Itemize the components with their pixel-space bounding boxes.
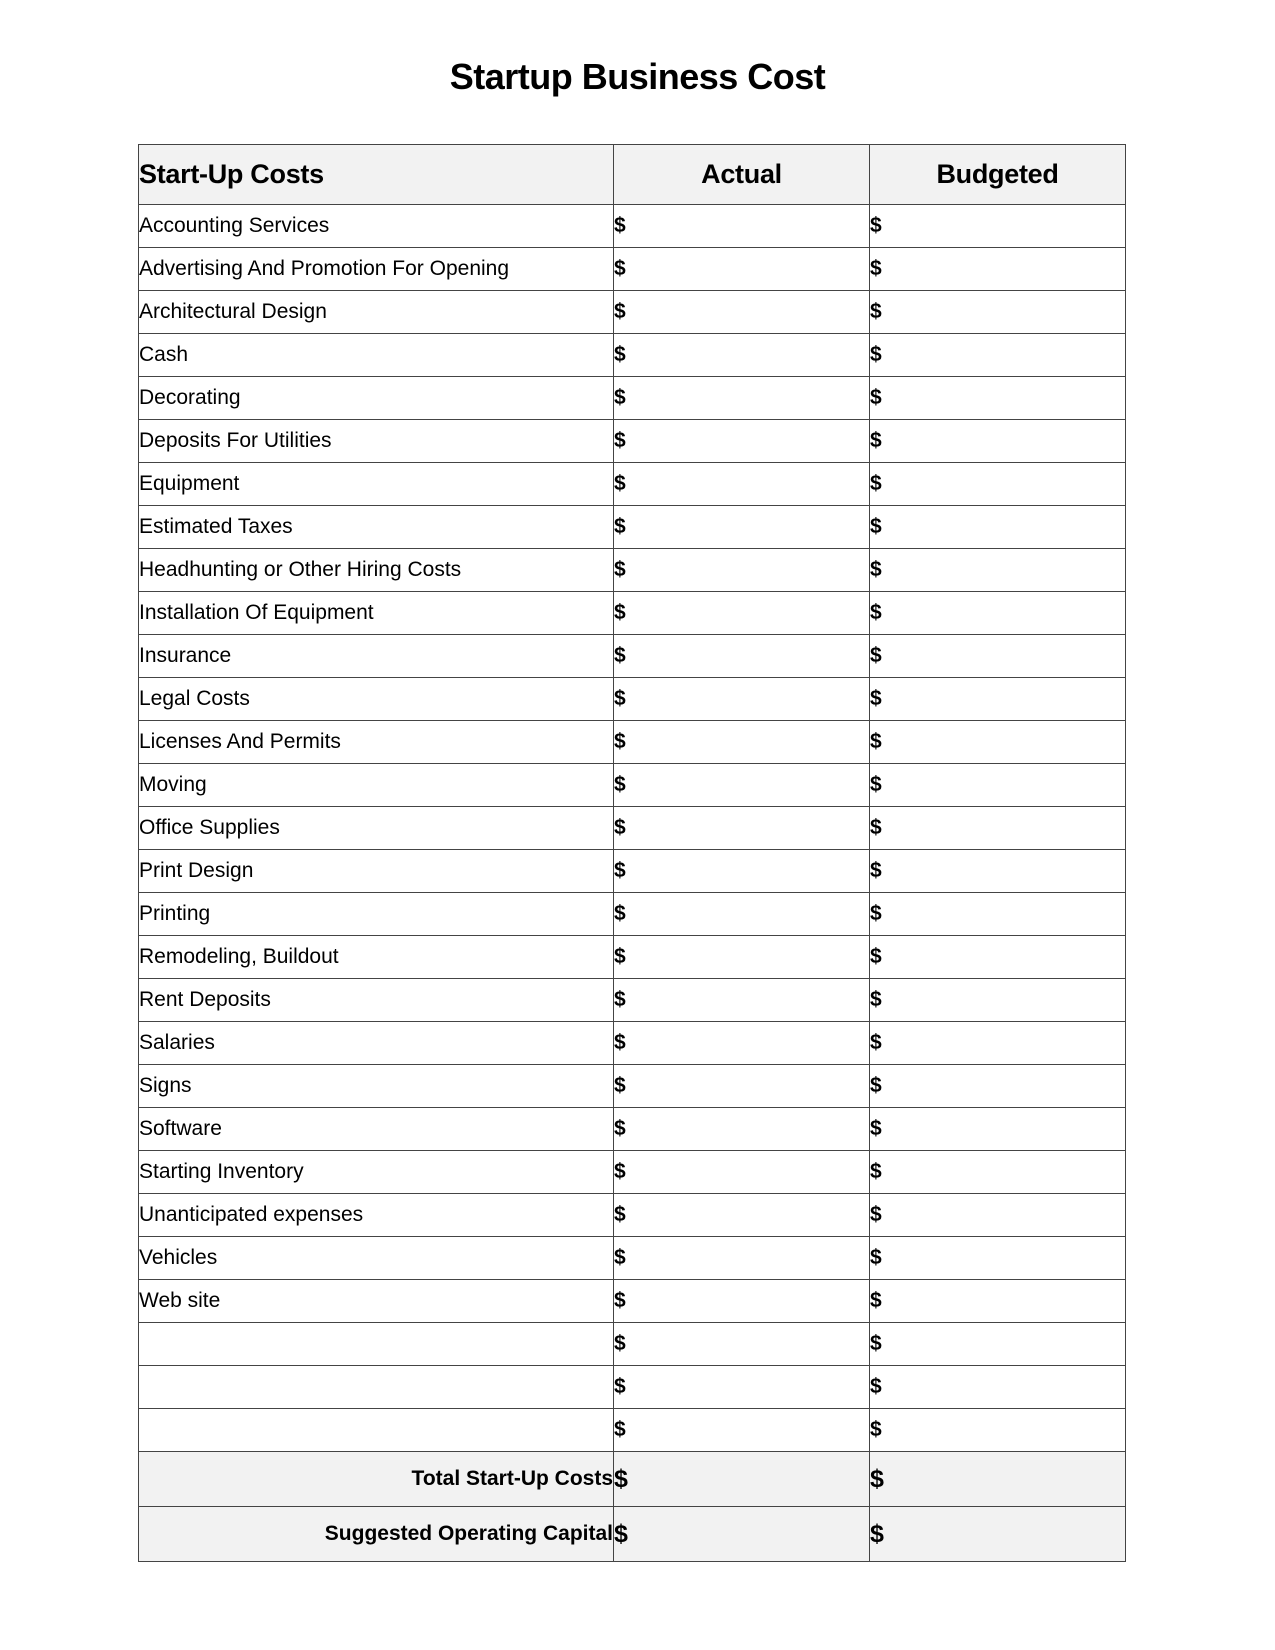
cost-item-label: Deposits For Utilities [139,420,614,463]
table-row [139,377,1126,420]
actual-amount-field[interactable]: $ [614,1194,870,1237]
column-header-start-up-costs: Start-Up Costs [139,145,614,205]
actual-amount-field[interactable]: $ [614,1409,870,1452]
actual-amount-field[interactable]: $ [614,549,870,592]
cost-item-label: Remodeling, Buildout [139,936,614,979]
cost-item-label: Rent Deposits [139,979,614,1022]
budgeted-amount-field[interactable]: $ [870,291,1126,334]
cost-item-label: Office Supplies [139,807,614,850]
budgeted-amount-field[interactable]: $ [870,1194,1126,1237]
cost-item-label: Licenses And Permits [139,721,614,764]
table-row-blank [139,1323,1126,1366]
table-row [139,1022,1126,1065]
cost-item-label: Web site [139,1280,614,1323]
table-row [139,248,1126,291]
actual-amount-field[interactable]: $ [614,420,870,463]
actual-amount-field[interactable]: $ [614,1366,870,1409]
table-row [139,506,1126,549]
cost-item-label: Vehicles [139,1237,614,1280]
table-row [139,1151,1126,1194]
total-budgeted-field[interactable]: $ [870,1452,1126,1507]
budgeted-amount-field[interactable]: $ [870,463,1126,506]
table-row [139,291,1126,334]
budgeted-amount-field[interactable]: $ [870,1409,1126,1452]
budgeted-amount-field[interactable]: $ [870,1323,1126,1366]
table-row [139,420,1126,463]
table-row-blank [139,1366,1126,1409]
cost-item-label: Printing [139,893,614,936]
actual-amount-field[interactable]: $ [614,721,870,764]
cost-item-label: Moving [139,764,614,807]
table-row [139,979,1126,1022]
column-header-actual: Actual [614,145,870,205]
cost-item-label: Estimated Taxes [139,506,614,549]
actual-amount-field[interactable]: $ [614,807,870,850]
actual-amount-field[interactable]: $ [614,1108,870,1151]
budgeted-amount-field[interactable]: $ [870,205,1126,248]
actual-amount-field[interactable]: $ [614,850,870,893]
table-row [139,1194,1126,1237]
budgeted-amount-field[interactable]: $ [870,592,1126,635]
cost-item-label: Salaries [139,1022,614,1065]
table-row [139,893,1126,936]
budgeted-amount-field[interactable]: $ [870,936,1126,979]
actual-amount-field[interactable]: $ [614,678,870,721]
budgeted-amount-field[interactable]: $ [870,1366,1126,1409]
cost-item-label: Signs [139,1065,614,1108]
table-row [139,807,1126,850]
cost-item-label: Insurance [139,635,614,678]
column-header-budgeted: Budgeted [870,145,1126,205]
budgeted-amount-field[interactable]: $ [870,764,1126,807]
cost-item-label: Installation Of Equipment [139,592,614,635]
budgeted-amount-field[interactable]: $ [870,248,1126,291]
budgeted-amount-field[interactable]: $ [870,506,1126,549]
table-row [139,850,1126,893]
cost-item-label: Starting Inventory [139,1151,614,1194]
table-row [139,678,1126,721]
cost-item-label: Cash [139,334,614,377]
cost-item-label: Accounting Services [139,205,614,248]
budgeted-amount-field[interactable]: $ [870,1022,1126,1065]
actual-amount-field[interactable]: $ [614,334,870,377]
operating-capital-actual-field[interactable]: $ [614,1507,870,1562]
actual-amount-field[interactable]: $ [614,936,870,979]
cost-item-label: Equipment [139,463,614,506]
budgeted-amount-field[interactable]: $ [870,420,1126,463]
total-start-up-costs-label: Total Start-Up Costs [139,1452,614,1507]
suggested-operating-capital-row [139,1507,1126,1562]
total-start-up-costs-row [139,1452,1126,1507]
budgeted-amount-field[interactable]: $ [870,979,1126,1022]
budgeted-amount-field[interactable]: $ [870,1108,1126,1151]
table-row [139,1108,1126,1151]
budgeted-amount-field[interactable]: $ [870,1065,1126,1108]
actual-amount-field[interactable]: $ [614,1151,870,1194]
cost-item-label: Print Design [139,850,614,893]
actual-amount-field[interactable]: $ [614,764,870,807]
actual-amount-field[interactable]: $ [614,1022,870,1065]
cost-item-label: Unanticipated expenses [139,1194,614,1237]
actual-amount-field[interactable]: $ [614,1237,870,1280]
actual-amount-field[interactable]: $ [614,291,870,334]
actual-amount-field[interactable]: $ [614,377,870,420]
cost-item-label: Advertising And Promotion For Opening [139,248,614,291]
actual-amount-field[interactable]: $ [614,463,870,506]
budgeted-amount-field[interactable]: $ [870,721,1126,764]
table-row [139,936,1126,979]
actual-amount-field[interactable]: $ [614,979,870,1022]
budgeted-amount-field[interactable]: $ [870,850,1126,893]
table-row [139,764,1126,807]
table-row-blank [139,1409,1126,1452]
table-row [139,463,1126,506]
budgeted-amount-field[interactable]: $ [870,549,1126,592]
cost-item-label: Headhunting or Other Hiring Costs [139,549,614,592]
actual-amount-field[interactable]: $ [614,1065,870,1108]
cost-item-label-blank[interactable] [139,1409,614,1452]
cost-item-label: Decorating [139,377,614,420]
cost-item-label: Architectural Design [139,291,614,334]
budgeted-amount-field[interactable]: $ [870,635,1126,678]
page-title: Startup Business Cost [449,56,826,97]
cost-item-label-blank[interactable] [139,1366,614,1409]
cost-item-label-blank[interactable] [139,1323,614,1366]
budgeted-amount-field[interactable]: $ [870,377,1126,420]
budgeted-amount-field[interactable]: $ [870,1237,1126,1280]
budgeted-amount-field[interactable]: $ [870,678,1126,721]
cost-item-label: Legal Costs [139,678,614,721]
budgeted-amount-field[interactable]: $ [870,1280,1126,1323]
budgeted-amount-field[interactable]: $ [870,1151,1126,1194]
table-row [139,205,1126,248]
total-actual-field[interactable]: $ [614,1452,870,1507]
actual-amount-field[interactable]: $ [614,205,870,248]
table-row [139,1280,1126,1323]
actual-amount-field[interactable]: $ [614,1280,870,1323]
budgeted-amount-field[interactable]: $ [870,334,1126,377]
startup-costs-table [138,144,1126,1562]
table-row [139,334,1126,377]
table-row [139,1065,1126,1108]
actual-amount-field[interactable]: $ [614,635,870,678]
actual-amount-field[interactable]: $ [614,893,870,936]
actual-amount-field[interactable]: $ [614,248,870,291]
suggested-operating-capital-label: Suggested Operating Capital [139,1507,614,1562]
budgeted-amount-field[interactable]: $ [870,807,1126,850]
table-row [139,635,1126,678]
table-row [139,721,1126,764]
budgeted-amount-field[interactable]: $ [870,893,1126,936]
actual-amount-field[interactable]: $ [614,506,870,549]
cost-item-label: Software [139,1108,614,1151]
table-header-row [139,145,1126,205]
actual-amount-field[interactable]: $ [614,1323,870,1366]
table-row [139,1237,1126,1280]
operating-capital-budgeted-field[interactable]: $ [870,1507,1126,1562]
table-row [139,592,1126,635]
actual-amount-field[interactable]: $ [614,592,870,635]
table-row [139,549,1126,592]
